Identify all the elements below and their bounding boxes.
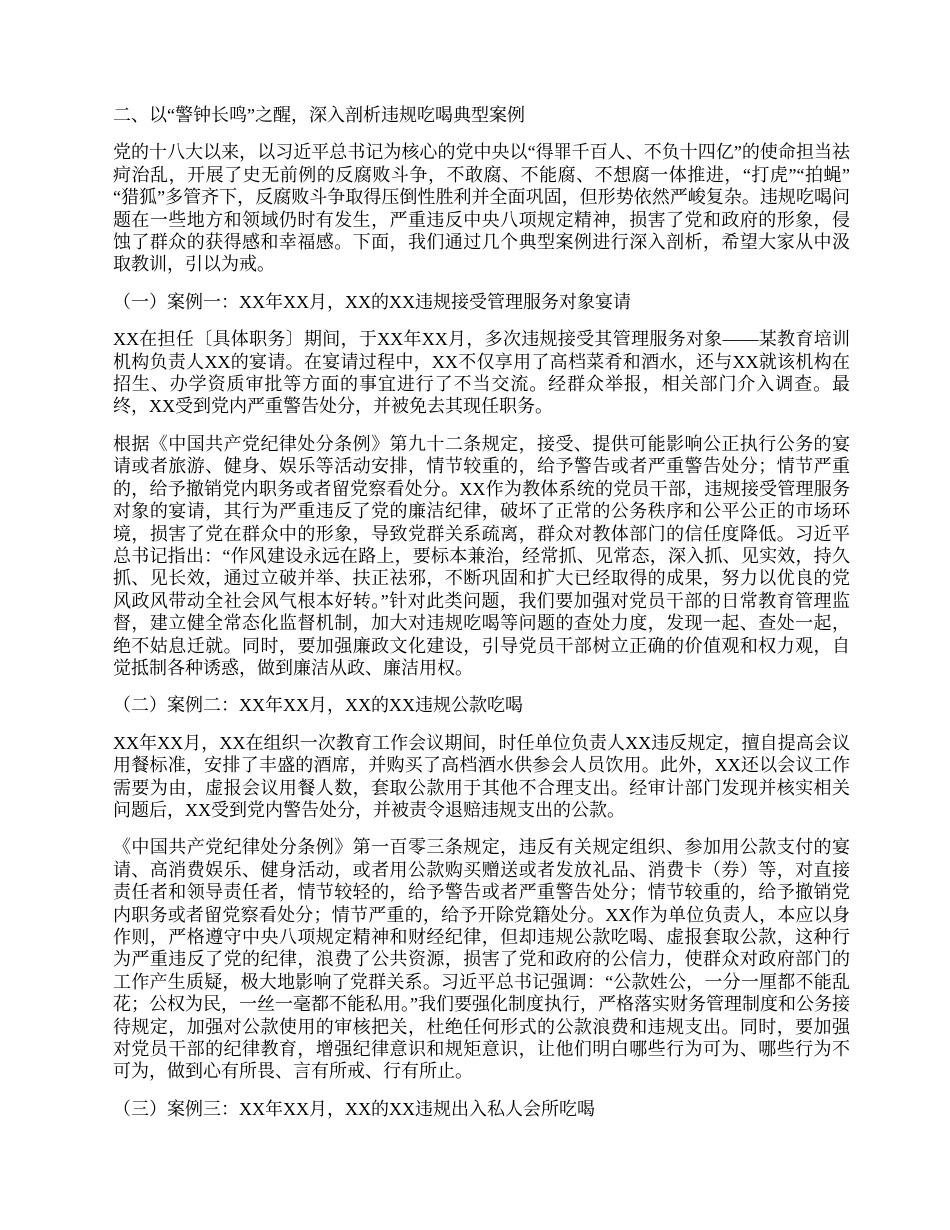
case1-analysis-paragraph: 根据《中国共产党纪律处分条例》第九十二条规定，接受、提供可能影响公正执行公务的宴请或者旅游、健身、娱乐等活动安排，情节较重的，给予警告或者严重警告处分；情节严重的，给予撤销党内职务或者留党察看处分。XX作为教体系统的党员干部，违规接受管理服务对象的宴请，其行为严重违反了党的廉洁纪律，破坏了正常的公务秩序和公平公正的市场环境，损害了党在群众中的形象，导致党群关系疏离，群众对教体部门的信任度降低。习近平总书记指出：“作风建设永远在路上，要标本兼治，经常抓、见常态，深入抓、见实效，持久抓、见长效，通过立破并举、扶正祛邪，不断巩固和扩大已经取得的成果，努力以优良的党风政风带动全社会风气根本好转。”针对此类问题，我们要加强对党员干部的日常教育管理监督，建立健全常态化监督机制，加大对违规吃喝等问题的查处力度，发现一起、查处一起，绝不姑息迁就。同时，要加强廉政文化建设，引导党员干部树立正确的价值观和权力观，自觉抵制各种诱惑，做到廉洁从政、廉洁用权。	[113, 433, 850, 678]
case3-heading: （三）案例三：XX年XX月，XX的XX违规出入私人会所吃喝	[113, 1098, 595, 1119]
case1-heading: （一）案例一：XX年XX月，XX的XX违规接受管理服务对象宴请	[113, 291, 631, 312]
intro-paragraph: 党的十八大以来，以习近平总书记为核心的党中央以“得罪千百人、不负十四亿”的使命担当祛疴治乱，开展了史无前例的反腐败斗争，不敢腐、不能腐、不想腐一体推进，“打虎”“拍蝇”“猎狐”多管齐下，反腐败斗争取得压倒性胜利并全面巩固，但形势依然严峻复杂。违规吃喝问题在一些地方和领域仍时有发生，严重违反中央八项规定精神，损害了党和政府的形象，侵蚀了群众的获得感和幸福感。下面，我们通过几个典型案例进行深入剖析，希望大家从中汲取教训，引以为戒。	[113, 142, 850, 275]
case2-analysis-paragraph: 《中国共产党纪律处分条例》第一百零三条规定，违反有关规定组织、参加用公款支付的宴请、高消费娱乐、健身活动，或者用公款购买赠送或者发放礼品、消费卡（券）等，对直接责任者和领导责任者，情节较轻的，给予警告或者严重警告处分；情节较重的，给予撤销党内职务或者留党察看处分；情节严重的，给予开除党籍处分。XX作为单位负责人，本应以身作则，严格遵守中央八项规定精神和财经纪律，但却违规公款吃喝、虚报套取公款，这种行为严重违反了党的纪律，浪费了公共资源，损害了党和政府的公信力，使群众对政府部门的工作产生质疑，极大地影响了党群关系。习近平总书记强调：“公款姓公，一分一厘都不能乱花；公权为民，一丝一毫都不能私用。”我们要强化制度执行，严格落实财务管理制度和公务接待规定，加强对公款使用的审核把关，杜绝任何形式的公款浪费和违规支出。同时，要加强对党员干部的纪律教育，增强纪律意识和规矩意识，让他们明白哪些行为可为、哪些行为不可为，做到心有所畏、言有所戒、行有所止。	[113, 837, 850, 1082]
case2-facts-paragraph: XX年XX月，XX在组织一次教育工作会议期间，时任单位负责人XX违反规定，擅自提高会议用餐标准，安排了丰盛的酒席，并购买了高档酒水供参会人员饮用。此外，XX还以会议工作需要为由，虚报会议用餐人数，套取公款用于其他不合理支出。经审计部门发现并核实相关问题后，XX受到党内警告处分，并被责令退赔违规支出的公款。	[113, 732, 850, 820]
case1-facts-paragraph: XX在担任〔具体职务〕期间，于XX年XX月，多次违规接受其管理服务对象——某教育培训机构负责人XX的宴请。在宴请过程中，XX不仅享用了高档菜肴和酒水，还与XX就该机构在招生、办学资质审批等方面的事宜进行了不当交流。经群众举报，相关部门介入调查。最终，XX受到党内严重警告处分，并被免去其现任职务。	[113, 329, 850, 417]
case2-heading: （二）案例二：XX年XX月，XX的XX违规公款吃喝	[113, 695, 523, 716]
section-heading: 二、以“警钟长鸣”之醒，深入剖析违规吃喝典型案例	[113, 105, 525, 125]
